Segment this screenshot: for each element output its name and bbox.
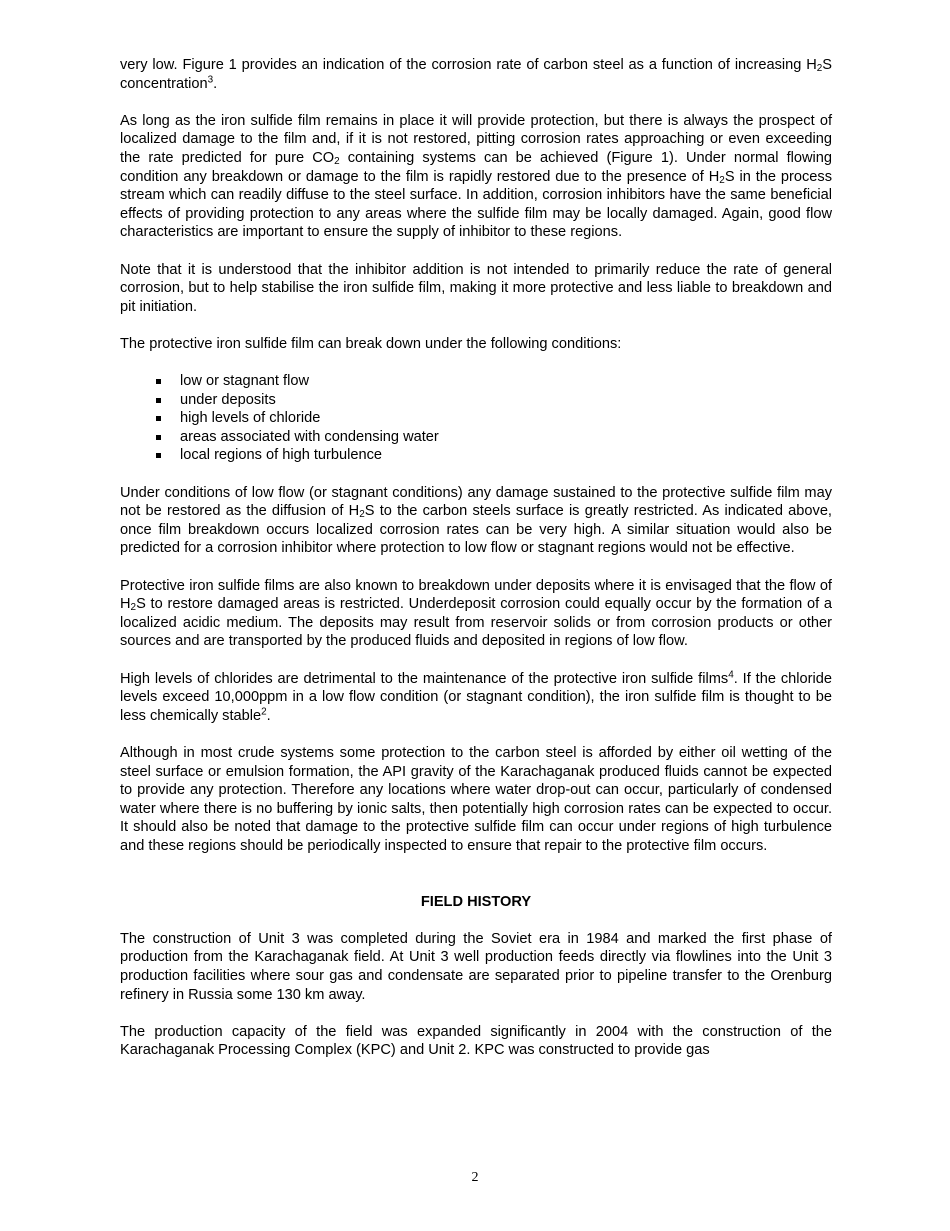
- section-heading: FIELD HISTORY: [420, 893, 532, 910]
- page-number: 2: [471, 1170, 479, 1185]
- bullet-square-icon: [156, 453, 161, 458]
- paragraph-localized-damage: As long as the iron sulfide film remains in place it will provide protection, but there is always the prospect of localized damage to the film and, if it is not restored, pitting corrosion rates approaching or even exceeding the rate predicted for pure $CO_2$ containing systems can be achieved (Figure 1). Under normal flowing condition any breakdown or damage to the film is rapidly restored due to the presence of $H_2S$ in the process stream which can readily diffuse to the steel surface. In addition, corrosion inhibitors have the same beneficial effects of providing protection to any areas where the sulfide film may be locally damaged. Again, good flow characteristics are important to ensure the supply of inhibitor to these regions.: [120, 112, 833, 241]
- document-body: [120, 56, 832, 1078]
- bullet-square-icon: [156, 379, 161, 384]
- paragraph-unit-3: The construction of Unit 3 was completed during the Soviet era in 1984 and marked the first phase of production from the Karachaganak field. At Unit 3 well production feeds directly via flowlines into the Unit 3 production facilities where sour gas and condensate are separated prior to pipeline transfer to the Orenburg refinery in Russia some 130 km away.: [120, 930, 832, 1003]
- footnote-ref: 4: [728, 669, 734, 681]
- bullet-square-icon: [156, 435, 161, 440]
- paragraph-inhibitor-note: Note that it is understood that the inhibitor addition is not intended to primarily reduce the rate of general corrosion, but to help stabilise the iron sulfide film, making it more protective and less liable to breakdown and pit initiation.: [120, 261, 832, 315]
- list-item: under deposits: [120, 391, 832, 410]
- list-item: low or stagnant flow: [120, 372, 832, 391]
- footnote-ref: 3: [207, 74, 214, 86]
- bullet-square-icon: [156, 416, 161, 421]
- conditions-list: [120, 372, 832, 465]
- paragraph-corrosion-rate: very low. Figure 1 provides an indication of the corrosion rate of carbon steel as a function of increasing $H_2S$ concentration$^3$.: [120, 57, 832, 92]
- paragraph-kpc: The production capacity of the field was expanded significantly in 2004 with the construction of the Karachaganak Processing Complex (KPC) and Unit 2. KPC was constructed to provide gas: [120, 1023, 832, 1059]
- paragraph-chlorides: High levels of chlorides are detrimental to the maintenance of the protective iron sulfide films$^4$. If the chloride levels exceed 10,000ppm in a low flow condition (or stagnant condition), the iron sulfide film is thought to be less chemically stable$^2$.: [120, 669, 832, 724]
- paragraph-conditions-intro: The protective iron sulfide film can break down under the following conditions:: [120, 335, 622, 352]
- paragraph-deposits: Protective iron sulfide films are also known to breakdown under deposits where it is envisaged that the flow of $H_2S$ to restore damaged areas is restricted. Underdeposit corrosion could equally occur by the formation of a localized acidic medium. The deposits may result from reservoir solids or from corrosion products or other sources and are transported by the produced fluids and deposited in regions of low flow.: [120, 577, 832, 650]
- bullet-square-icon: [156, 398, 161, 403]
- footnote-ref: 2: [261, 706, 267, 718]
- list-item: areas associated with condensing water: [120, 428, 832, 447]
- list-item: high levels of chloride: [120, 409, 832, 428]
- list-item: local regions of high turbulence: [120, 446, 832, 465]
- paragraph-low-flow: Under conditions of low flow (or stagnant conditions) any damage sustained to the protective sulfide film may not be restored as the diffusion of $H_2S$ to the carbon steels surface is greatly restricted. As indicated above, once film breakdown occurs localized corrosion rates can be very high. A similar situation would also be predicted for a corrosion inhibitor where protection to low flow or stagnant regions would not be effective.: [120, 484, 832, 557]
- paragraph-oil-wetting: Although in most crude systems some protection to the carbon steel is afforded by either oil wetting of the steel surface or emulsion formation, the API gravity of the Karachaganak produced fluids cannot be expected to provide any protection. Therefore any locations where water drop-out can occur, particularly of condensed water where there is no buffering by ionic salts, then potentially high corrosion rates can be expected to occur. It should also be noted that damage to the protective sulfide film can occur under regions of high turbulence and these regions should be periodically inspected to ensure that repair to the protective film occurs.: [120, 744, 832, 854]
